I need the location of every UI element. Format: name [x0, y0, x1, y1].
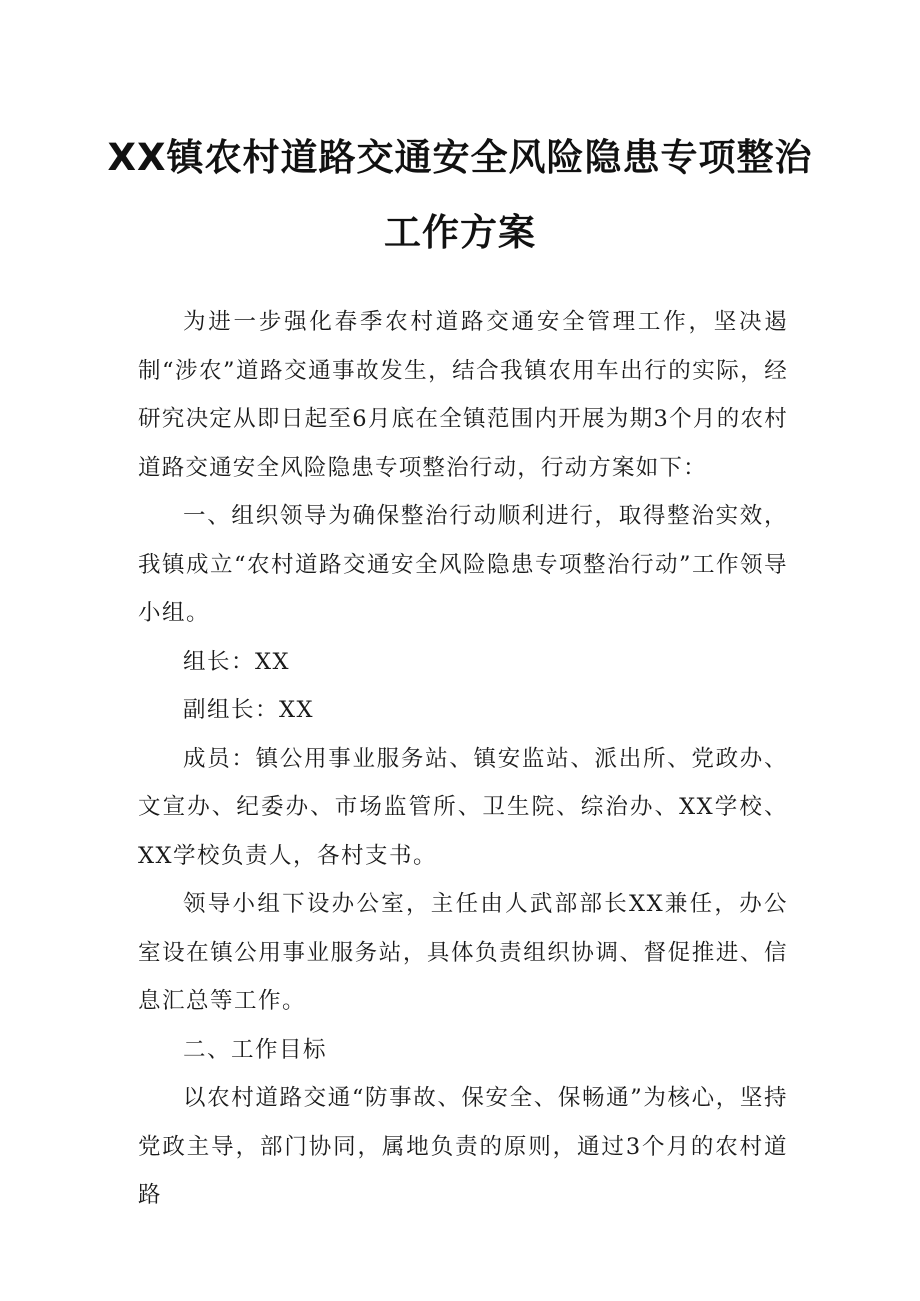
paragraph-goals: 以农村道路交通“防事故、保安全、保畅通”为核心，坚持党政主导，部门协同，属地负责的原则，通过3个月的农村道路	[138, 1085, 788, 1208]
document-title-line-2: 工作方案	[384, 211, 536, 254]
paragraph-members: 成员：镇公用事业服务站、镇安监站、派出所、党政办、文宣办、纪委办、市场监管所、卫生院、综治办、XX学校、XX学校负责人，各村支书。	[138, 745, 788, 869]
paragraph-office: 领导小组下设办公室，主任由人武部部长XX兼任，办公室设在镇公用事业服务站，具体负责组织协调、督促推进、信息汇总等工作。	[138, 891, 788, 1014]
document-body	[138, 298, 788, 1220]
paragraph-deputy-leader: 副组长：XX	[183, 697, 315, 723]
section-heading-goals: 二、工作目标	[183, 1036, 328, 1063]
paragraph-organization: 一、组织领导为确保整治行动顺利进行，取得整治实效，我镇成立“农村道路交通安全风险隐患专项整治行动”工作领导小组。	[138, 503, 789, 626]
paragraph-intro: 为进一步强化春季农村道路交通安全管理工作，坚决遏制“涉农”道路交通事故发生，结合我镇农用车出行的实际，经研究决定从即日起至6月底在全镇范围内开展为期3个月的农村道路交通安全风险隐患专项整治行动，行动方案如下：	[138, 309, 788, 481]
document-title-line-1: XX镇农村道路交通安全风险隐患专项整治	[107, 136, 813, 179]
paragraph-team-leader: 组长：XX	[183, 648, 291, 675]
